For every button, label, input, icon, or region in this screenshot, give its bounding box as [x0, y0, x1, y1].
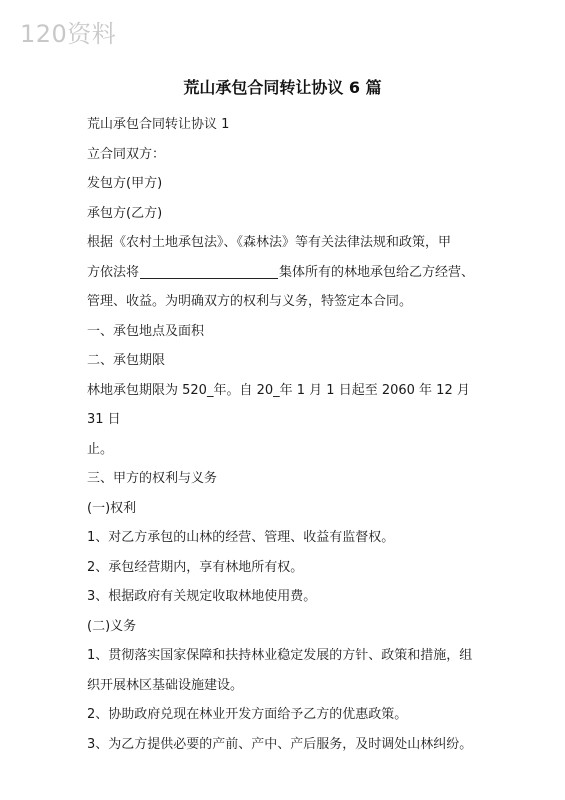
right-item-3: 3、根据政府有关规定收取林地使用费。 [87, 589, 317, 604]
fill-in-blank [140, 263, 278, 279]
basis-line-2-start: 方依法将 [87, 264, 140, 280]
document-body [87, 110, 487, 759]
term-line-1: 林地承包期限为 520_年。自 20_年 1 月 1 日起至 2060 年 12 月 31 日 [87, 382, 470, 427]
right-item-2: 2、承包经营期内，享有林地所有权。 [87, 559, 304, 575]
term-line-2: 止。 [87, 441, 114, 457]
party-a-line: 发包方(甲方) [87, 176, 163, 191]
duty-item-2: 2、协助政府兑现在林业开发方面给予乙方的优惠政策。 [87, 707, 408, 722]
party-b-line: 承包方(乙方) [87, 205, 163, 221]
right-item-1: 1、对乙方承包的山林的经营、管理、收益有监督权。 [87, 530, 395, 545]
section-heading-3: 三、甲方的权利与义务 [87, 471, 218, 486]
section-heading-2: 二、承包期限 [87, 353, 166, 368]
section-heading-1: 一、承包地点及面积 [87, 323, 205, 339]
subtitle: 荒山承包合同转让协议 1 [87, 117, 230, 132]
basis-line-1: 根据《农村土地承包法》、《森林法》等有关法律法规和政策，甲 [87, 235, 452, 250]
rights-heading: (一)权利 [87, 500, 137, 516]
parties-intro: 立合同双方： [87, 146, 166, 162]
basis-line-3: 管理、收益。为明确双方的权利与义务，特签定本合同。 [87, 294, 413, 309]
watermark-logo: 120资料 [20, 20, 117, 48]
duty-item-1-line-2: 织开展林区基础设施建设。 [87, 677, 244, 693]
duties-heading: (二)义务 [87, 618, 137, 634]
duty-item-1-line-1: 1、贯彻落实国家保障和扶持林业稳定发展的方针、政策和措施，组 [87, 648, 473, 663]
basis-line-2 [87, 258, 487, 288]
document-title: 荒山承包合同转让协议 6 篇 [183, 78, 382, 97]
duty-item-3: 3、为乙方提供必要的产前、产中、产后服务，及时调处山林纠纷。 [87, 736, 473, 752]
basis-line-2-end: 集体所有的林地承包给乙方经营、 [279, 264, 475, 280]
